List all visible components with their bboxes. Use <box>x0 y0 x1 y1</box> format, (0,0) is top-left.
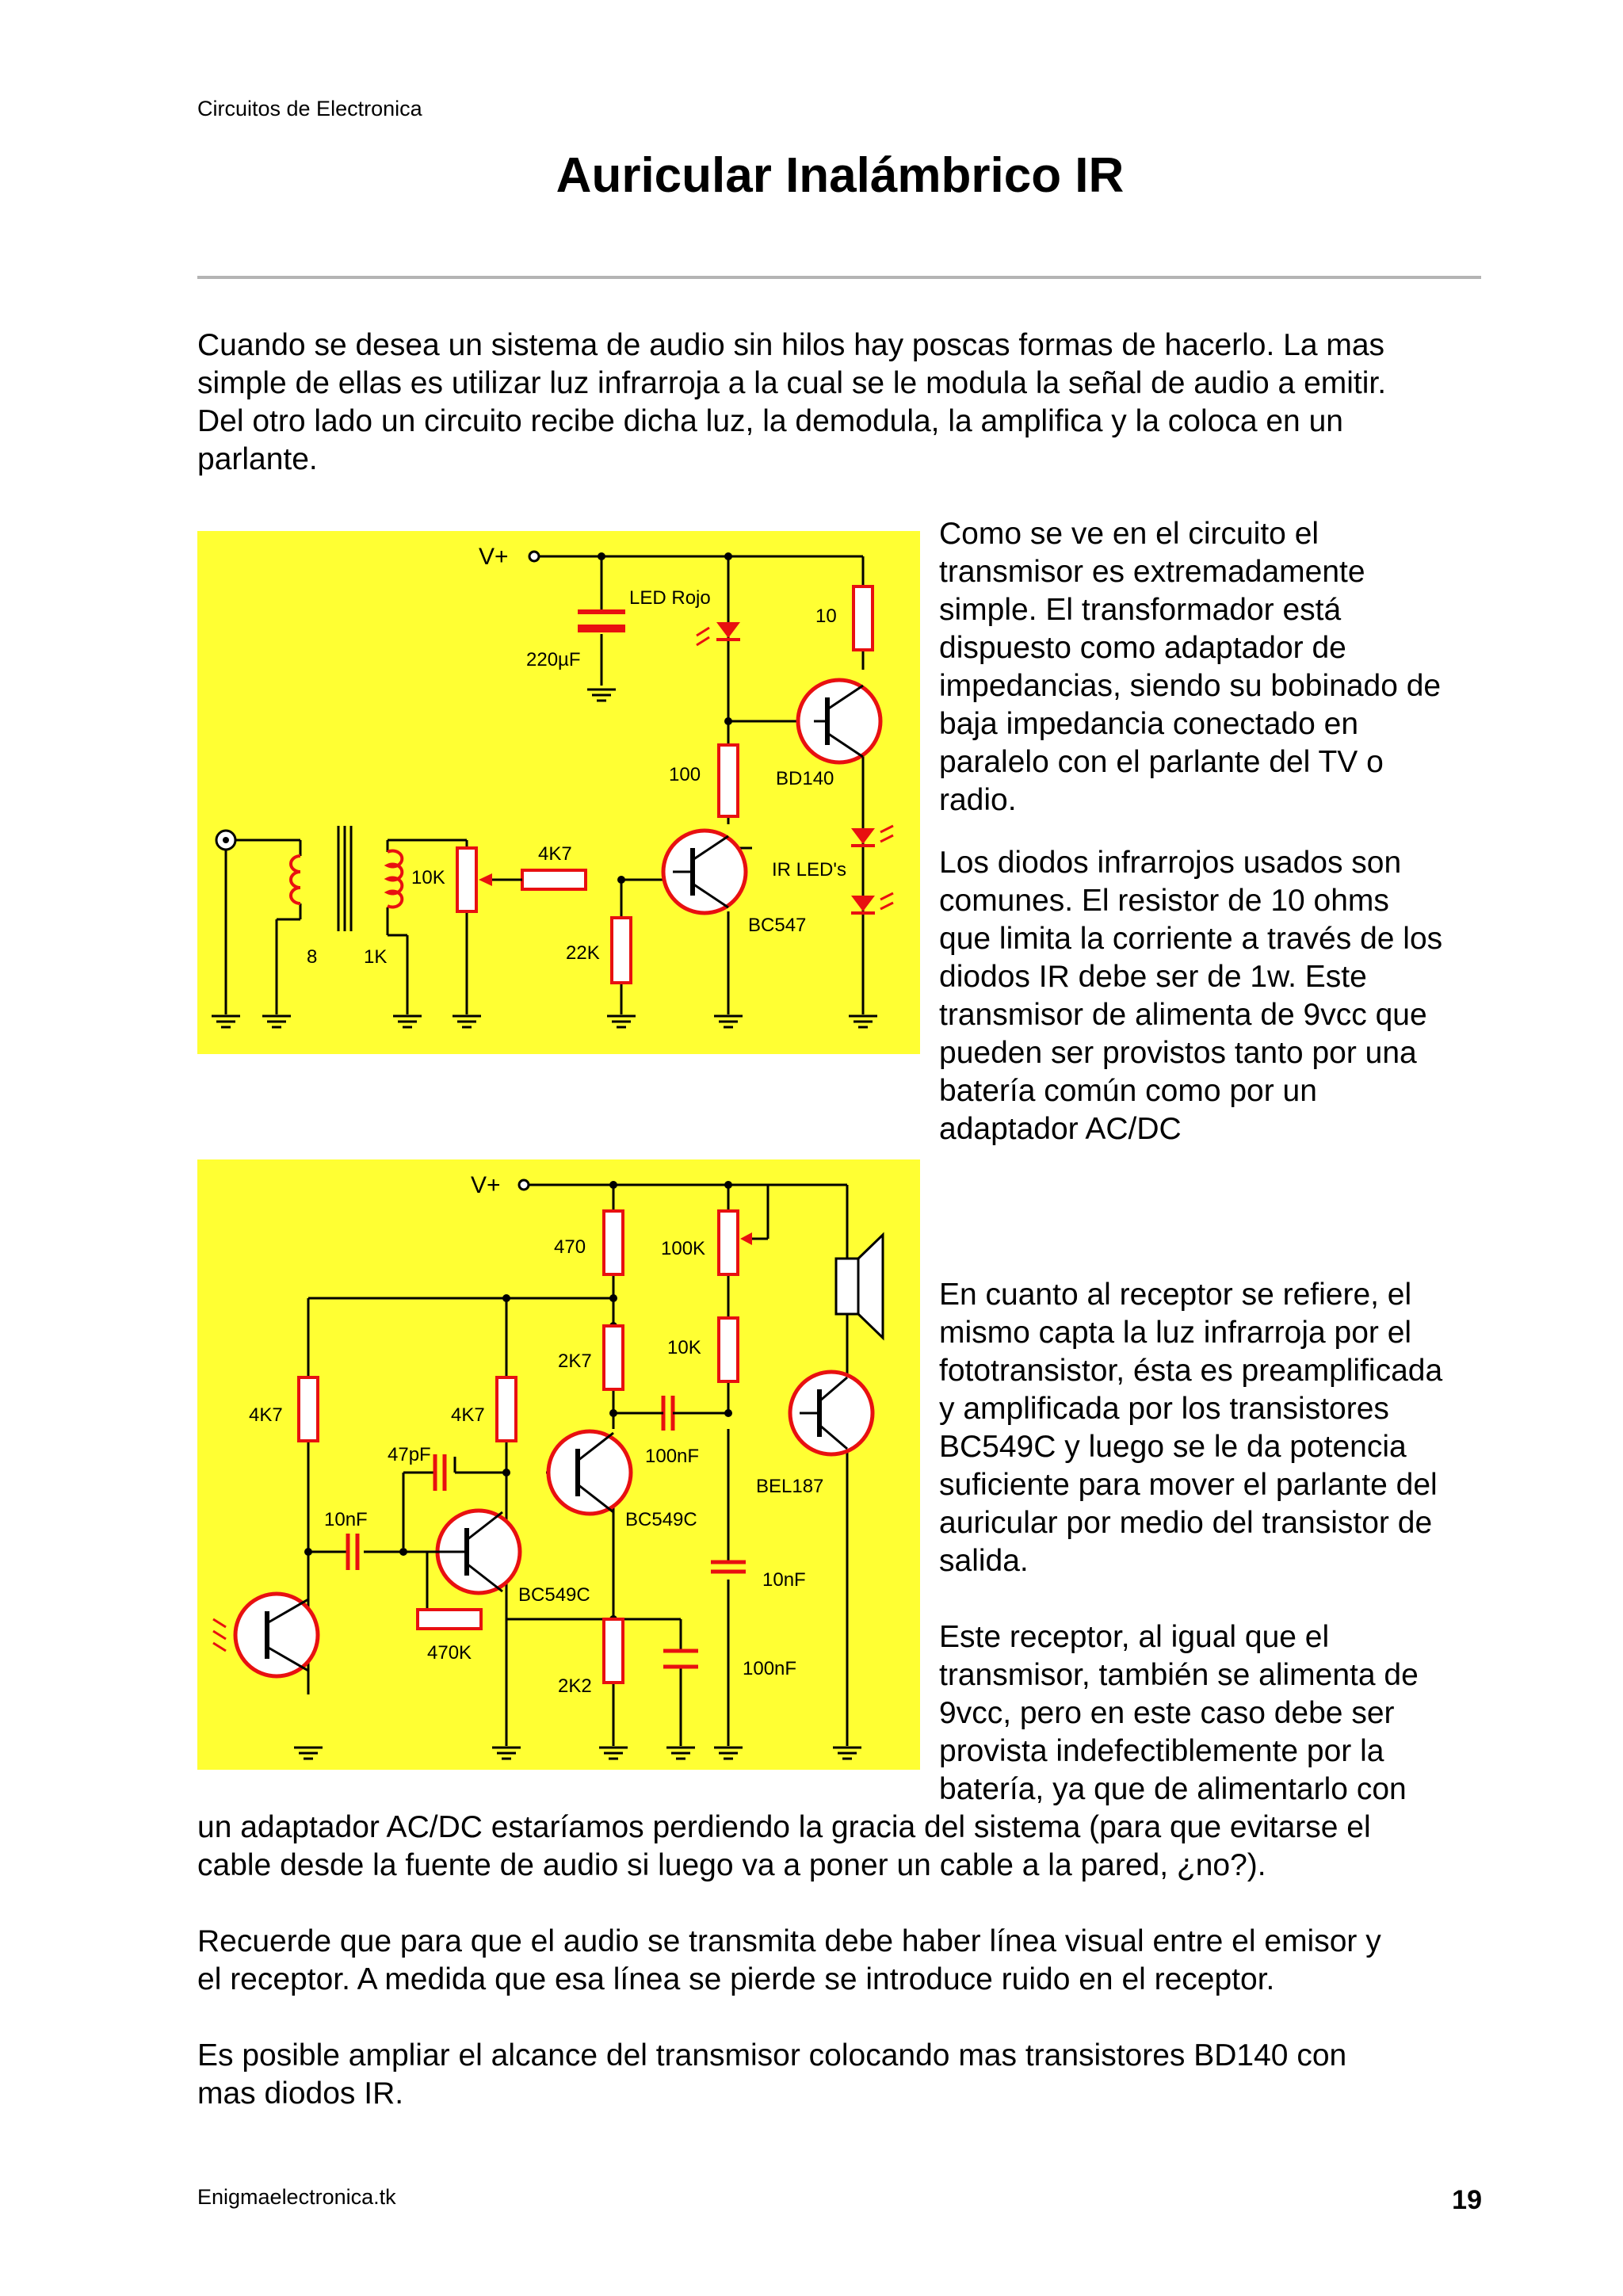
receiver-power-description <box>939 1618 1510 1809</box>
footer-site: Enigmaelectronica.tk <box>197 2185 396 2209</box>
transistor-bc549c-upper <box>548 1431 631 1514</box>
label-bd140: BD140 <box>776 768 834 789</box>
text-line: auricular por medio del transistor de <box>939 1506 1433 1540</box>
text-line: 9vcc, pero en este caso debe ser <box>939 1696 1395 1730</box>
text-line: salida. <box>939 1544 1029 1578</box>
text-line: radio. <box>939 783 1017 817</box>
text-line: En cuanto al receptor se refiere, el <box>939 1278 1412 1312</box>
text-line: simple. El transformador está <box>939 593 1342 627</box>
text-line: que limita la corriente a través de los <box>939 922 1443 956</box>
label-100nf-coupling: 100nF <box>645 1446 700 1467</box>
label-vplus: V+ <box>479 544 509 570</box>
label-bc547: BC547 <box>748 915 807 936</box>
text-line: dispuesto como adaptador de <box>939 631 1346 665</box>
label-22k: 22K <box>566 942 600 964</box>
label-vplus: V+ <box>471 1172 501 1198</box>
text-line: batería, ya que de alimentarlo con <box>939 1772 1407 1806</box>
resistor-4k7 <box>522 870 586 889</box>
text-line: comunes. El resistor de 10 ohms <box>939 884 1389 918</box>
label-2k7: 2K7 <box>558 1350 592 1372</box>
text-line: paralelo con el parlante del TV o <box>939 745 1384 779</box>
text-line: y amplificada por los transistores <box>939 1392 1389 1426</box>
page-title: Auricular Inalámbrico IR <box>556 148 1125 203</box>
text-line: suficiente para mover el parlante del <box>939 1468 1438 1502</box>
paragraph-range <box>197 2037 1497 2113</box>
resistor-470 <box>604 1211 623 1274</box>
text-line: transmisor, también se alimenta de <box>939 1658 1419 1692</box>
intro-line: Cuando se desea un sistema de audio sin hilos hay poscas formas de hacerlo. La mas <box>197 328 1385 362</box>
label-bc549c-lower: BC549C <box>518 1584 590 1606</box>
resistor-4k7-left <box>299 1377 318 1441</box>
text-line: el receptor. A medida que esa línea se pierde se introduce ruido en el receptor. <box>197 1962 1275 1996</box>
text-line: fototransistor, ésta es preamplificada <box>939 1354 1443 1388</box>
resistor-4k7-mid <box>497 1377 516 1441</box>
label-8: 8 <box>307 946 318 968</box>
ir-diodes-description <box>939 844 1510 1148</box>
text-line: un adaptador AC/DC estaríamos perdiendo la gracia del sistema (para que evitarse el <box>197 1810 1371 1844</box>
text-line: provista indefectiblemente por la <box>939 1734 1384 1768</box>
resistor-2k7 <box>604 1326 623 1389</box>
label-10k: 10K <box>667 1337 701 1358</box>
intro-line: Del otro lado un circuito recibe dicha luz, la demodula, la amplifica y la coloca en un <box>197 404 1343 438</box>
label-10: 10 <box>815 606 837 627</box>
paragraph-line-of-sight <box>197 1923 1497 1999</box>
text-line: cable desde la fuente de audio si luego va a poner un cable a la pared, ¿no?). <box>197 1848 1266 1882</box>
intro-line: simple de ellas es utilizar luz infrarroja a la cual se le modula la señal de audio a emitir. <box>197 366 1387 400</box>
title-divider <box>197 276 1481 279</box>
transistor-bel187 <box>790 1372 873 1454</box>
text-line: baja impedancia conectado en <box>939 707 1359 741</box>
transmitter-schematic <box>197 531 920 1054</box>
text-line: diodos IR debe ser de 1w. Este <box>939 960 1367 994</box>
text-line: pueden ser provistos tanto por una <box>939 1036 1417 1070</box>
running-header: Circuitos de Electronica <box>197 97 422 120</box>
transmitter-description <box>939 515 1510 819</box>
label-100nf-emitter: 100nF <box>743 1658 797 1679</box>
transistor-bd140 <box>798 680 880 762</box>
label-10k: 10K <box>411 867 445 888</box>
text-line: Como se ve en el circuito el <box>939 517 1319 551</box>
label-4k7: 4K7 <box>538 843 572 865</box>
label-220uf: 220µF <box>526 649 581 670</box>
resistor-10k <box>719 1318 738 1381</box>
page-number: 19 <box>1452 2185 1482 2215</box>
label-bel187: BEL187 <box>756 1476 824 1497</box>
text-line: adaptador AC/DC <box>939 1112 1182 1146</box>
label-47pf: 47pF <box>388 1444 431 1465</box>
text-line: Es posible ampliar el alcance del transmisor colocando mas transistores BD140 con <box>197 2038 1347 2073</box>
intro-line: parlante. <box>197 442 318 476</box>
text-line: batería común como por un <box>939 1074 1317 1108</box>
label-1k: 1K <box>364 946 388 968</box>
text-line: mismo capta la luz infrarroja por el <box>939 1316 1412 1350</box>
text-line: Recuerde que para que el audio se transmita debe haber línea visual entre el emisor y <box>197 1924 1381 1958</box>
text-line: Este receptor, al igual que el <box>939 1620 1330 1654</box>
label-bc549c-upper: BC549C <box>625 1509 697 1530</box>
receiver-schematic <box>197 1159 920 1770</box>
resistor-22k <box>612 918 631 983</box>
text-line: mas diodos IR. <box>197 2076 404 2111</box>
resistor-470k <box>418 1610 481 1629</box>
receiver-description <box>939 1276 1510 1580</box>
label-100: 100 <box>669 764 701 785</box>
text-line: transmisor es extremadamente <box>939 555 1365 589</box>
text-line: Los diodos infrarrojos usados son <box>939 846 1402 880</box>
label-2k2: 2K2 <box>558 1675 592 1697</box>
label-10nf-bypass: 10nF <box>762 1569 806 1591</box>
text-line: impedancias, siendo su bobinado de <box>939 669 1442 703</box>
label-100k: 100K <box>661 1238 706 1259</box>
resistor-2k2 <box>604 1619 623 1683</box>
label-10nf-input: 10nF <box>324 1509 368 1530</box>
paragraph-continuation <box>197 1809 1497 1885</box>
label-470: 470 <box>554 1236 586 1258</box>
text-line: transmisor de alimenta de 9vcc que <box>939 998 1427 1032</box>
intro-paragraph <box>197 327 1497 479</box>
label-470k: 470K <box>427 1642 472 1664</box>
schematic-background <box>197 531 920 1054</box>
label-led-rojo: LED Rojo <box>629 587 711 609</box>
text-line: BC549C y luego se le da potencia <box>939 1430 1407 1464</box>
label-4k7-mid: 4K7 <box>451 1404 485 1426</box>
label-4k7-left: 4K7 <box>249 1404 283 1426</box>
resistor-100 <box>719 745 738 816</box>
resistor-10 <box>854 586 873 650</box>
transistor-bc547 <box>663 831 746 913</box>
label-ir-leds: IR LED's <box>772 859 846 881</box>
